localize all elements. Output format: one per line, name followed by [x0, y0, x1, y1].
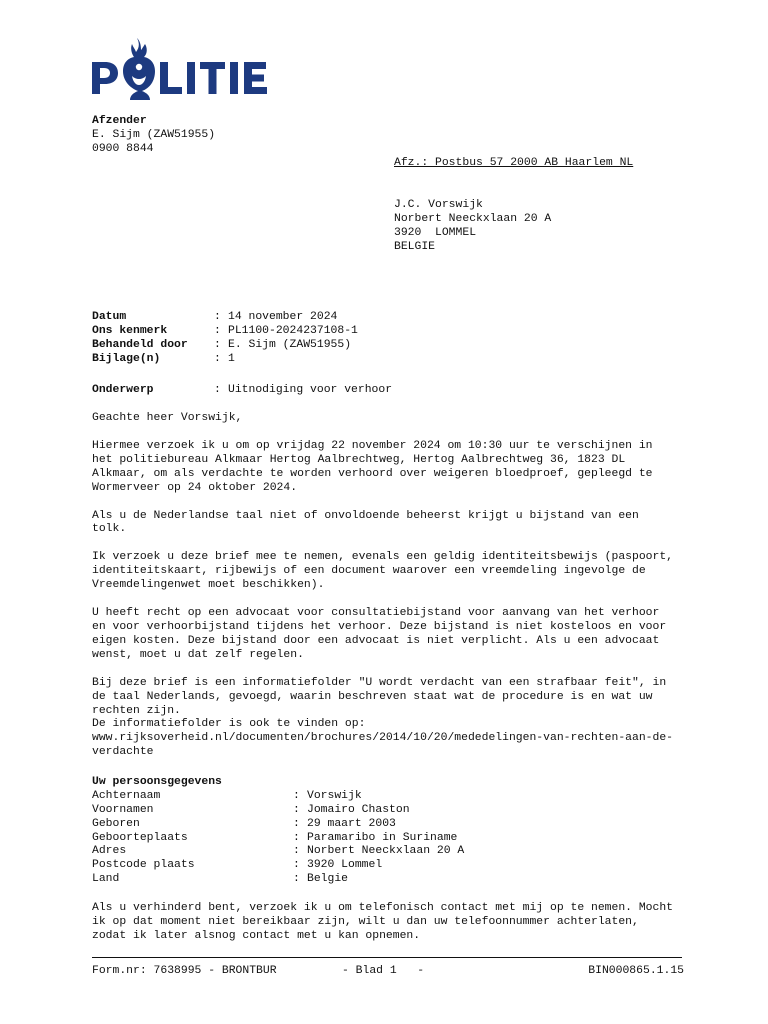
subject-value: Uitnodiging voor verhoor — [228, 384, 393, 396]
meta-row-attachments — [92, 353, 358, 367]
personal-value: Paramaribo in Suriname — [307, 831, 458, 844]
personal-colon: : — [293, 789, 307, 802]
meta-colon: : — [214, 311, 228, 323]
personal-label: Postcode plaats — [92, 859, 195, 872]
meta-value: 14 november 2024 — [228, 311, 338, 323]
subject-label: Onderwerp — [92, 384, 154, 396]
paragraph-identification: Ik verzoek u deze brief mee te nemen, evenals een geldig identiteitsbewijs (paspoort, identiteitskaart, rijbewijs of een document waarover een vreemdeling ingevolge de Vreemdelingenwet moet beschikken). — [92, 551, 674, 592]
meta-value: 1 — [228, 352, 235, 365]
letter-body — [92, 412, 692, 774]
meta-colon: : — [214, 338, 228, 351]
sender-block — [92, 115, 215, 157]
personal-row — [92, 818, 464, 832]
sender-phone: 0900 8844 — [92, 142, 154, 155]
personal-colon: : — [293, 803, 307, 816]
personal-value: Norbert Neeckxlaan 20 A — [307, 845, 465, 858]
personal-row — [92, 845, 464, 859]
meta-row-date — [92, 311, 358, 325]
personal-colon: : — [293, 845, 307, 858]
meta-label: Bijlage(n) — [92, 352, 161, 365]
return-address: Afz.: Postbus 57 2000 AB Haarlem NL — [394, 157, 634, 169]
personal-colon: : — [293, 817, 307, 830]
personal-label: Achternaam — [92, 789, 161, 802]
personal-label: Adres — [92, 845, 127, 858]
personal-colon: : — [293, 831, 307, 844]
personal-value: Jomairo Chaston — [307, 803, 410, 816]
personal-row — [92, 859, 464, 873]
personal-row — [92, 804, 464, 818]
meta-label: Datum — [92, 311, 127, 323]
personal-label: Voornamen — [92, 803, 154, 816]
paragraph-information-leaflet: Bij deze brief is een informatiefolder "U wordt verdacht van een strafbaar feit", in de taal Nederlands, gevoegd, waarin beschreven staat wat de procedure is en wat uw rechten zijn. De informatiefolder is ook te vinden op: www.rijksoverheid.nl/documenten/brochures/2014/10/20/mededelingen-van-rechten-aan-de- verdachte — [92, 676, 674, 759]
meta-label: Ons kenmerk — [92, 324, 168, 337]
meta-value: E. Sijm (ZAW51955) — [228, 338, 352, 351]
letter-meta — [92, 311, 358, 367]
meta-colon: : — [214, 324, 228, 337]
recipient-address — [394, 199, 551, 255]
meta-row-handler — [92, 339, 358, 353]
personal-label: Geboorteplaats — [92, 831, 188, 844]
paragraph-interpreter: Als u de Nederlandse taal niet of onvoldoende beheerst krijgt u bijstand van een tolk. — [92, 509, 639, 536]
footer-page-number: - Blad 1 - — [342, 965, 425, 977]
meta-row-reference — [92, 325, 358, 339]
sender-title: Afzender — [92, 115, 147, 127]
personal-label: Geboren — [92, 817, 140, 830]
politie-logo — [92, 36, 278, 104]
footer-form-number: Form.nr: 7638995 - BRONTBUR — [92, 965, 277, 977]
meta-colon: : — [214, 352, 228, 365]
personal-value: Belgie — [307, 873, 349, 886]
personal-details-title: Uw persoonsgegevens — [92, 776, 222, 788]
recipient-city: 3920 LOMMEL — [394, 226, 477, 239]
personal-details — [92, 776, 464, 887]
subject-colon: : — [214, 384, 228, 396]
personal-row — [92, 790, 464, 804]
personal-row — [92, 873, 464, 887]
personal-value: Vorswijk — [307, 789, 362, 802]
footer — [92, 965, 684, 979]
recipient-name: J.C. Vorswijk — [394, 199, 483, 211]
paragraph-appointment: Hiermee verzoek ik u om op vrijdag 22 november 2024 om 10:30 uur te verschijnen in het politiebureau Alkmaar Hertog Aalbrechtweg, Hertog Aalbrechtweg 36, 1823 DL Alkmaar, om als verdachte te worden verhoord over weigeren bloedproef, gepleegd te Wormerveer op 24 oktober 2024. — [92, 439, 653, 494]
paragraph-lawyer: U heeft recht op een advocaat voor consultatiebijstand voor aanvang van het verhoor en voor verhoorbijstand tijdens het verhoor. Deze bijstand is niet kosteloos en voor eigen kosten. Deze bijstand door een advocaat is niet verplicht. Als u een advocaat wenst, moet u dat zelf regelen. — [92, 607, 667, 661]
salutation: Geachte heer Vorswijk, — [92, 412, 243, 424]
closing-paragraph: Als u verhinderd bent, verzoek ik u om telefonisch contact met mij op te nemen. Mocht ik op dat moment niet bereikbaar zijn, wilt u dan uw telefoonnummer achterlaten, zodat ik later alsnog contact met u kan opnemen. — [92, 902, 674, 942]
personal-colon: : — [293, 873, 307, 886]
footer-divider — [92, 957, 682, 958]
personal-colon: : — [293, 859, 307, 872]
personal-label: Land — [92, 873, 120, 886]
personal-value: 29 maart 2003 — [307, 817, 396, 830]
meta-label: Behandeld door — [92, 338, 188, 351]
politie-logo-graphic — [92, 36, 278, 104]
recipient-street: Norbert Neeckxlaan 20 A — [394, 212, 552, 225]
personal-value: 3920 Lommel — [307, 859, 383, 872]
footer-document-code: BIN000865.1.15 — [588, 965, 684, 977]
personal-row — [92, 832, 464, 846]
sender-name: E. Sijm (ZAW51955) — [92, 128, 216, 141]
subject-line — [92, 384, 392, 398]
recipient-country: BELGIE — [394, 240, 436, 253]
meta-value: PL1100-2024237108-1 — [228, 324, 358, 337]
